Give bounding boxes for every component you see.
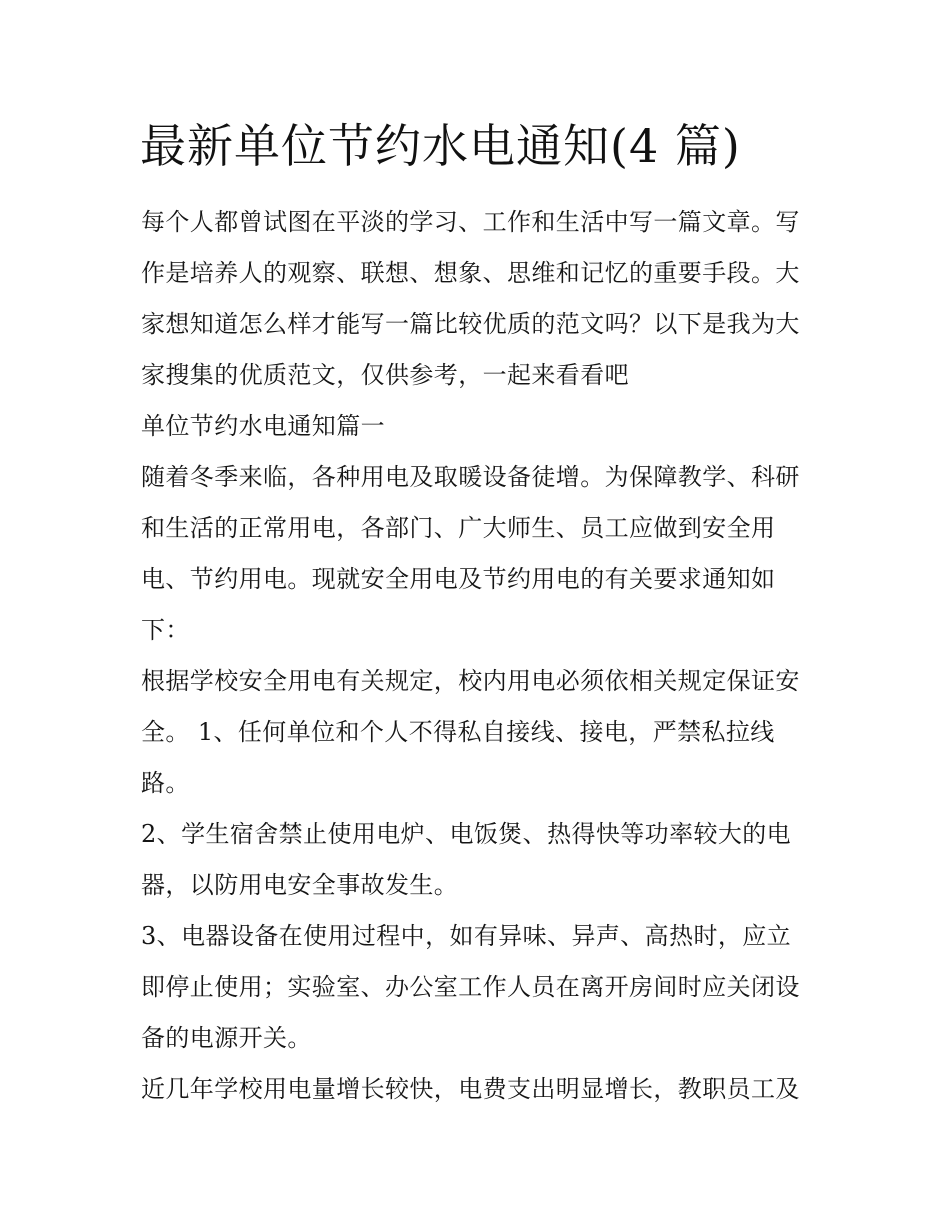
- body-line: 全。 1、任何单位和个人不得私自接线、接电，严禁私拉线: [141, 718, 775, 746]
- body-line: 路。: [141, 769, 190, 797]
- body-line: 电、节约用电。现就安全用电及节约用电的有关要求通知如: [141, 565, 776, 593]
- body-line: 备的电源开关。: [141, 1024, 312, 1052]
- body-line: 即停止使用；实验室、办公室工作人员在离开房间时应关闭设: [141, 973, 800, 1001]
- section-heading: 单位节约水电通知篇一: [141, 412, 385, 440]
- body-line: 近几年学校用电量增长较快，电费支出明显增长，教职员工及: [141, 1075, 800, 1103]
- body-line: 器，以防用电安全事故发生。: [141, 871, 459, 899]
- body-line: 作是培养人的观察、联想、想象、思维和记忆的重要手段。大: [141, 259, 800, 287]
- body-line: 下：: [141, 616, 190, 644]
- body-line: 随着冬季来临，各种用电及取暖设备徒增。为保障教学、科研: [141, 463, 800, 491]
- body-line: 2、学生宿舍禁止使用电炉、电饭煲、热得快等功率较大的电: [141, 820, 792, 848]
- body-line: 根据学校安全用电有关规定，校内用电必须依相关规定保证安: [141, 667, 800, 695]
- body-line: 每个人都曾试图在平淡的学习、工作和生活中写一篇文章。写: [141, 208, 800, 236]
- document-title: 最新单位节约水电通知(4 篇): [140, 119, 741, 173]
- body-line: 家搜集的优质范文，仅供参考，一起来看看吧: [141, 361, 629, 389]
- body-line: 3、电器设备在使用过程中，如有异味、异声、高热时，应立: [141, 922, 792, 950]
- body-line: 和生活的正常用电，各部门、广大师生、员工应做到安全用: [141, 514, 776, 542]
- body-line: 家想知道怎么样才能写一篇比较优质的范文吗？以下是我为大: [141, 310, 800, 338]
